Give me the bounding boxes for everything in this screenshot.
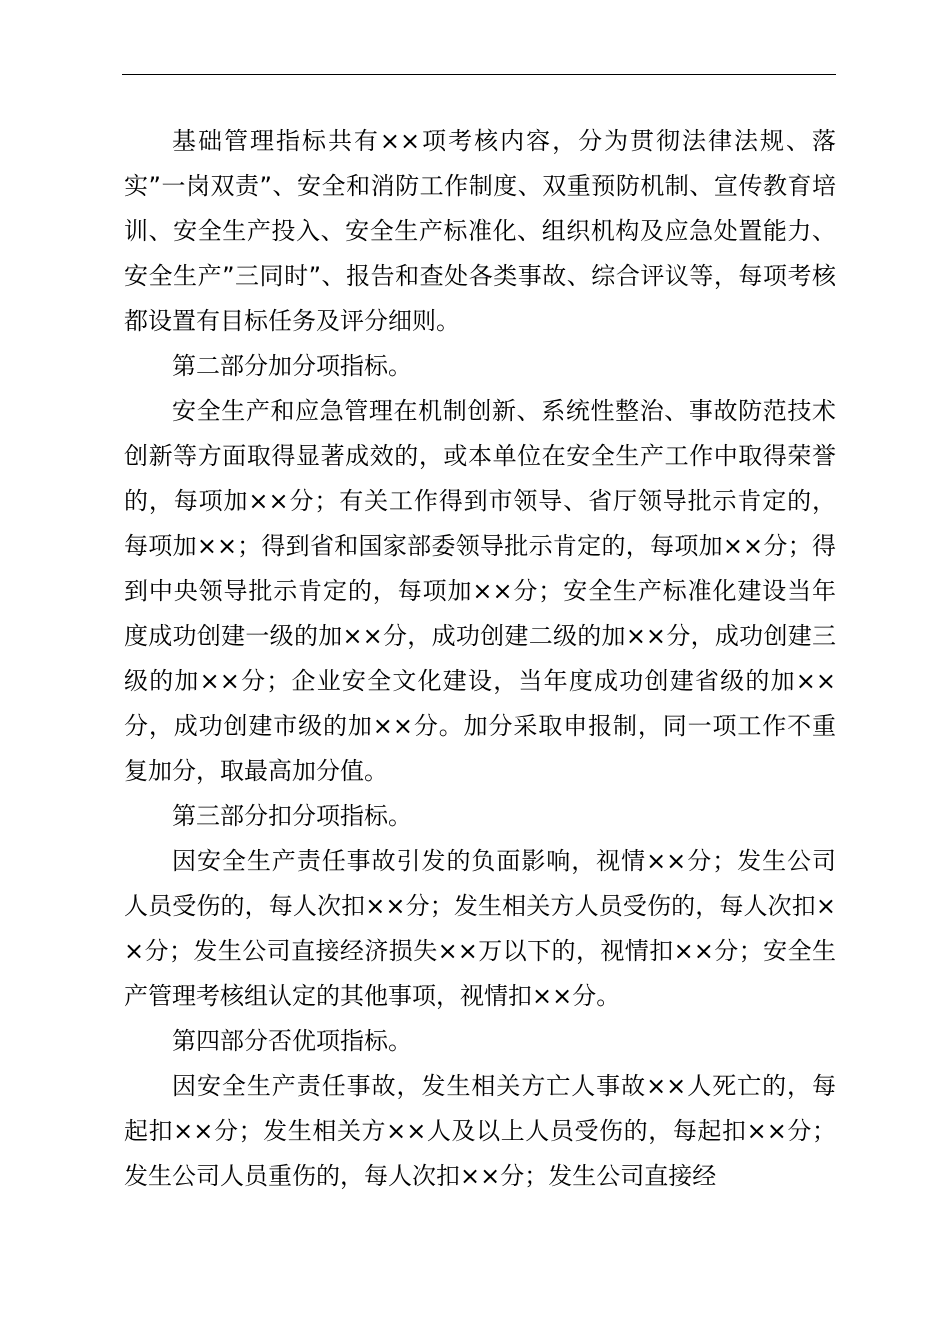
paragraph-deduction-items: 因安全生产责任事故引发的负面影响，视情××分；发生公司人员受伤的，每人次扣××分；发生相关方人员受伤的，每人次扣××分；发生公司直接经济损失××万以下的，视情扣××分；安全生产管理考核组认定的其他事项，视情扣××分。 <box>124 847 836 1010</box>
body-text <box>124 119 836 1199</box>
heading-part-three: 第三部分扣分项指标。 <box>172 802 412 830</box>
paragraph-veto-items: 因安全生产责任事故，发生相关方亡人事故××人死亡的，每起扣××分；发生相关方××人及以上人员受伤的，每起扣××分；发生公司人员重伤的，每人次扣××分；发生公司直接经 <box>124 1072 836 1190</box>
heading-part-four: 第四部分否优项指标。 <box>172 1027 412 1055</box>
paragraph-bonus-items: 安全生产和应急管理在机制创新、系统性整治、事故防范技术创新等方面取得显著成效的，或本单位在安全生产工作中取得荣誉的，每项加××分；有关工作得到市领导、省厅领导批示肯定的，每项加××；得到省和国家部委领导批示肯定的，每项加××分；得到中央领导批示肯定的，每项加××分；安全生产标准化建设当年度成功创建一级的加××分，成功创建二级的加××分，成功创建三级的加××分；企业安全文化建设，当年度成功创建省级的加××分，成功创建市级的加××分。加分采取申报制，同一项工作不重复加分，取最高加分值。 <box>124 397 836 785</box>
heading-part-two: 第二部分加分项指标。 <box>172 352 412 380</box>
paragraph-basic-indicators: 基础管理指标共有××项考核内容，分为贯彻法律法规、落实”一岗双责”、安全和消防工作制度、双重预防机制、宣传教育培训、安全生产投入、安全生产标准化、组织机构及应急处置能力、安全生产”三同时”、报告和查处各类事故、综合评议等，每项考核都设置有目标任务及评分细则。 <box>124 127 836 335</box>
header-rule <box>122 74 836 75</box>
